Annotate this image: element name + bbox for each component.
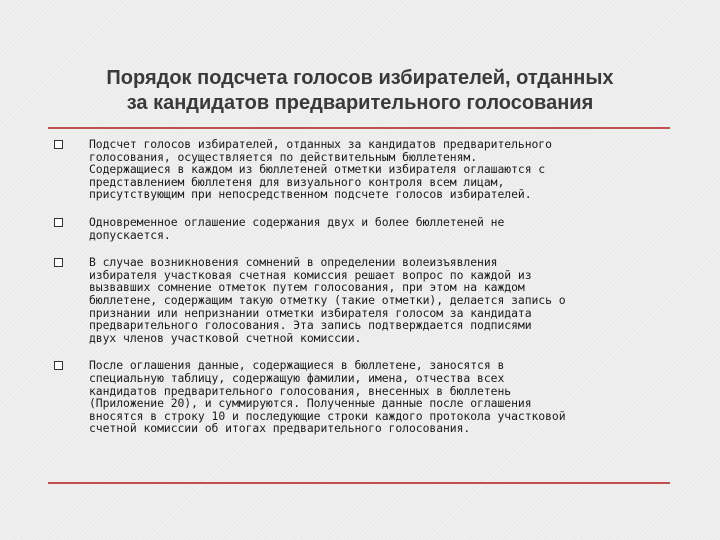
bullet-line: двух членов участковой счетной комиссии. xyxy=(89,330,362,345)
bullet-line: избирателя участковая счетная комиссия решает вопрос по каждой из xyxy=(89,267,532,282)
bullet-line: специальную таблицу, содержащую фамилии, имена, отчества всех xyxy=(89,370,505,385)
square-bullet-icon xyxy=(54,140,63,149)
bullet-item-1 xyxy=(54,138,670,201)
bullet-list xyxy=(54,138,670,450)
bullet-line: допускается. xyxy=(89,227,171,242)
bullet-item-2 xyxy=(54,216,670,241)
slide-title-line-2: за кандидатов предварительного голосования xyxy=(126,92,594,114)
bullet-line: голосования, осуществляется по действительным бюллетеням. xyxy=(89,149,478,164)
bullet-line: Подсчет голосов избирателей, отданных за кандидатов предварительного xyxy=(89,137,552,151)
bullet-line: представлением бюллетеня для визуального контроля всем лицам, xyxy=(89,174,505,189)
bullet-line: счетной комиссии об итогах предварительного голосования. xyxy=(89,421,471,436)
bullet-line: предварительного голосования. Эта запись подтверждается подписями xyxy=(89,318,532,333)
bottom-divider xyxy=(48,482,670,484)
bullet-line: присутствующим при непосредственном подсчете голосов избирателей. xyxy=(89,187,532,202)
bullet-item-3 xyxy=(54,256,670,344)
bullet-line: После оглашения данные, содержащиеся в бюллетене, заносятся в xyxy=(89,358,505,373)
top-divider xyxy=(48,127,670,129)
bullet-line: Одновременное оглашение содержания двух и более бюллетеней не xyxy=(89,214,505,229)
bullet-line: вносятся в строку 10 и последующие строки каждого протокола участковой xyxy=(89,408,566,423)
square-bullet-icon xyxy=(54,258,63,267)
bullet-line: вызвавших сомнение отметок путем голосования, при этом на каждом xyxy=(89,280,525,295)
bullet-line: В случае возникновения сомнений в определении волеизъявления xyxy=(89,255,498,270)
slide-title xyxy=(40,66,680,116)
bullet-line: Содержащиеся в каждом из бюллетеней отметки избирателя оглашаются с xyxy=(89,162,546,177)
square-bullet-icon xyxy=(54,361,63,370)
square-bullet-icon xyxy=(54,218,63,227)
slide-title-line-1: Порядок подсчета голосов избирателей, отданных xyxy=(106,67,614,89)
bullet-line: (Приложение 20), и суммируются. Полученные данные после оглашения xyxy=(89,396,532,411)
bullet-line: бюллетене, содержащим такую отметку (такие отметки), делается запись о xyxy=(89,292,566,307)
bullet-line: признании или непризнании отметки избирателя голосом за кандидата xyxy=(89,305,532,320)
bullet-line: кандидатов предварительного голосования, внесенных в бюллетень xyxy=(89,383,512,398)
bullet-item-4 xyxy=(54,359,670,435)
